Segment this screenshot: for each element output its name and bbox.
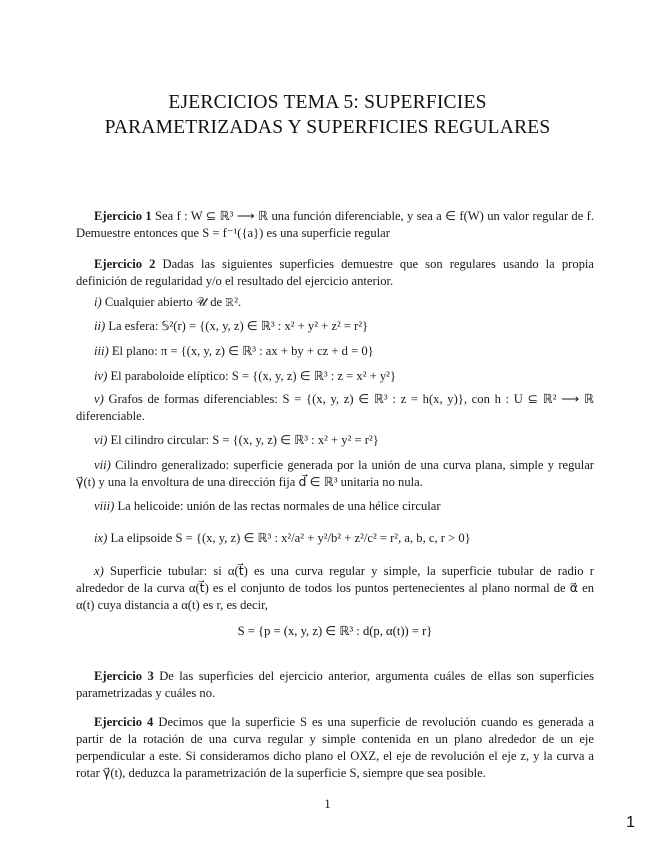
item-text: La esfera: 𝕊²(r) = {(x, y, z) ∈ ℝ³ : x² + y² + z² = r²}: [108, 319, 369, 333]
item-text: El cilindro circular: S = {(x, y, z) ∈ ℝ³ : x² + y² = r²}: [110, 433, 379, 447]
viewer-page-indicator: 1: [626, 814, 635, 831]
exercise-2-item-vii: [76, 457, 594, 491]
exercise-4-label: Ejercicio 4: [94, 715, 154, 729]
exercise-1: [76, 208, 594, 242]
item-number: iv): [94, 369, 108, 383]
exercise-2-item-ii: [76, 318, 594, 335]
title-line-1: EJERCICIOS TEMA 5: SUPERFICIES: [168, 92, 487, 113]
exercise-1-label: Ejercicio 1: [94, 209, 152, 223]
item-number: v): [94, 392, 104, 406]
item-text: La helicoide: unión de las rectas normales de una hélice circular: [117, 499, 441, 513]
exercise-3-label: Ejercicio 3: [94, 669, 154, 683]
exercise-2: [76, 256, 594, 290]
item-number: x): [94, 564, 104, 578]
title-line-2: PARAMETRIZADAS Y SUPERFICIES REGULARES: [104, 117, 551, 138]
page-title: [60, 90, 595, 140]
exercise-3: [76, 668, 594, 702]
item-number: vi): [94, 433, 108, 447]
item-text: Superficie tubular: si α(t⃗) es una curva regular y simple, la superficie tubular de radio r alrededor de la curva α(t⃗) es el conjunto de todos los puntos pertenecientes al plano normal de α⃗ en α(t) cuya distancia a α(t) es r, es decir,: [76, 564, 594, 612]
exercise-2-item-viii: [76, 498, 594, 515]
item-number: viii): [94, 499, 115, 513]
item-text: La elipsoide S = {(x, y, z) ∈ ℝ³ : x²/a² + y²/b² + z²/c² = r², a, b, c, r > 0}: [110, 531, 471, 545]
tubular-formula: S = {p = (x, y, z) ∈ ℝ³ : d(p, α(t)) = r}: [237, 624, 433, 638]
exercise-2-item-iii: [76, 343, 594, 360]
exercise-1-text: Sea f : W ⊆ ℝ³ ⟶ ℝ una función diferenciable, y sea a ∈ f(W) un valor regular de f. Demuestre entonces que S = f⁻¹({a}) es una superficie regular: [76, 209, 594, 240]
item-number: ix): [94, 531, 108, 545]
item-text: El paraboloide elíptico: S = {(x, y, z) ∈ ℝ³ : z = x² + y²}: [110, 369, 396, 383]
exercise-2-item-i: [76, 294, 594, 311]
exercise-2-item-v: [76, 391, 594, 425]
item-number: iii): [94, 344, 109, 358]
exercise-4: [76, 714, 594, 782]
exercise-2-item-ix: [76, 530, 594, 547]
item-number: ii): [94, 319, 106, 333]
item-text: Cualquier abierto 𝒰 de ℝ².: [104, 295, 242, 309]
page-number: 1: [324, 797, 331, 811]
item-text: El plano: π = {(x, y, z) ∈ ℝ³ : ax + by + cz + d = 0}: [111, 344, 374, 358]
exercise-2-item-iv: [76, 368, 594, 385]
item-number: i): [94, 295, 102, 309]
exercise-2-item-x: [76, 563, 594, 614]
item-text: Cilindro generalizado: superficie generada por la unión de una curva plana, simple y regular γ⃗(t) y una la envoltura de una dirección fija d⃗ ∈ ℝ³ unitaria no nula.: [76, 458, 595, 489]
exercise-2-item-vi: [76, 432, 594, 449]
exercise-4-text: Decimos que la superficie S es una superficie de revolución cuando es generada a partir de la rotación de una curva regular y simple contenida en un plano alrededor de un eje perpendicular a este. Si consideramos dicho plano el OXZ, el eje de revolución el eje z, y la curva a rotar γ⃗(t), deduzca la parametrización de la superficie S, siempre que sea posible.: [76, 715, 594, 780]
item-text: Grafos de formas diferenciables: S = {(x, y, z) ∈ ℝ³ : z = h(x, y)}, con h : U ⊆ ℝ² ⟶ ℝ diferenciable.: [76, 392, 594, 423]
item-number: vii): [94, 458, 111, 472]
exercise-2-label: Ejercicio 2: [94, 257, 156, 271]
exercise-3-text: De las superficies del ejercicio anterior, argumenta cuáles de ellas son superficies parametrizadas y cuáles no.: [76, 669, 595, 700]
exercise-2-text: Dadas las siguientes superficies demuestre que son regulares usando la propia definición de regularidad y/o el resultado del ejercicio anterior.: [76, 257, 595, 288]
